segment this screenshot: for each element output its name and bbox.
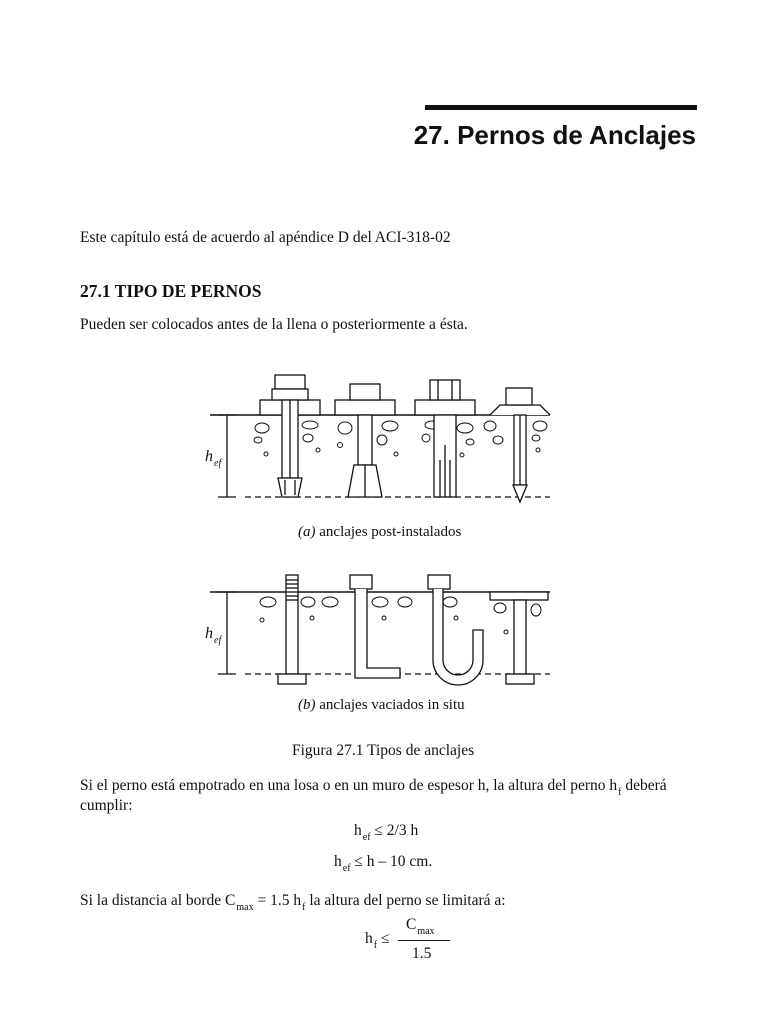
figure-b-caption: (b) anclajes vaciados in situ [298, 697, 465, 713]
paragraph-1: Pueden ser colocados antes de la llena o posteriormente a ésta. [80, 316, 468, 333]
section-heading: 27.1 TIPO DE PERNOS [80, 281, 262, 301]
hef-label-a: $h_{ef}$ [205, 448, 222, 469]
paragraph-2-line-2: cumplir: [80, 797, 133, 814]
fraction-bar [398, 940, 450, 941]
title-rule [425, 105, 697, 110]
figure-caption: Figura 27.1 Tipos de anclajes [292, 742, 475, 759]
figure-a-drawing [200, 370, 560, 510]
paragraph-3: Si la distancia al borde $C_{max} = 1.5$ $h_f$ la altura del perno se limitará a: [80, 892, 506, 913]
figure-b-drawing [200, 570, 560, 690]
figure-a-caption: (a) anclajes post-instalados [298, 524, 462, 540]
chapter-title: 27. Pernos de Anclajes [413, 120, 696, 150]
intro-text: Este capítulo está de acuerdo al apéndice D del ACI-318-02 [80, 229, 451, 246]
formula-3: $h_f$ ≤ $C_{max}$ 1.5 [360, 916, 460, 966]
hef-label-b: $h_{ef}$ [205, 625, 222, 646]
formula-1: $h_{ef} \le 2/3$ h [354, 822, 419, 843]
formula-2: $h_{ef} \le h - 10$ cm. [334, 853, 433, 874]
paragraph-2-line-1: Si el perno está empotrado en una losa o en un muro de espesor h, la altura del perno $h_f$ deberá [80, 777, 667, 798]
